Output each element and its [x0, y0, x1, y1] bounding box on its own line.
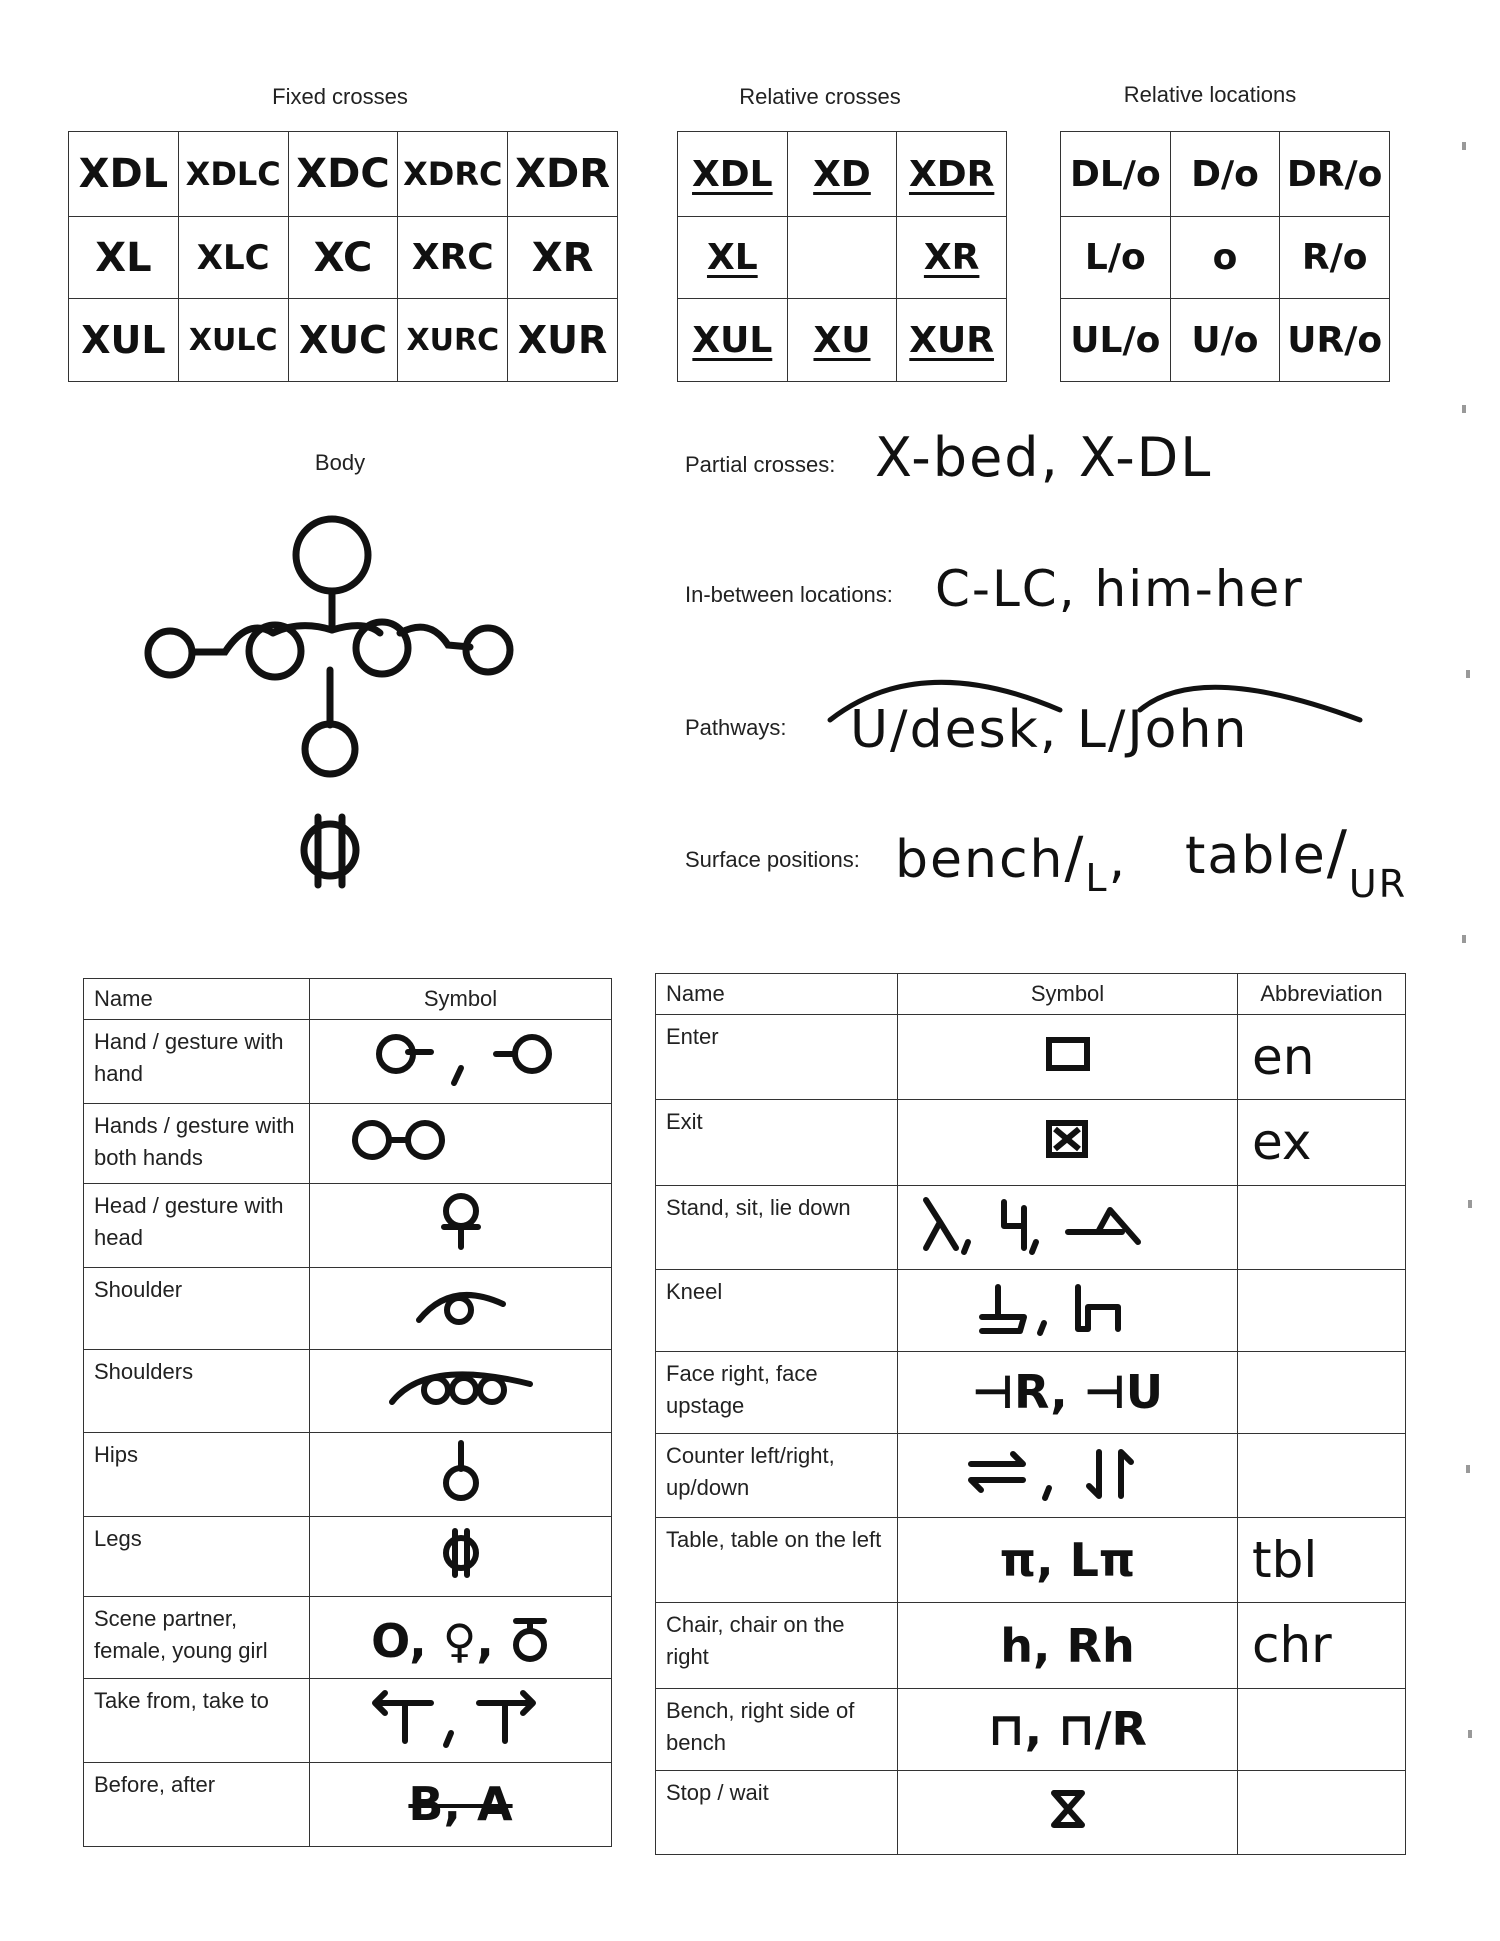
body-title: Body [314, 450, 366, 475]
table-row [84, 1349, 612, 1432]
scan-mark [1468, 1200, 1472, 1208]
row-name: Before, after [84, 1762, 310, 1846]
head-symbol [310, 1183, 612, 1267]
grid-cell: XDC [288, 132, 398, 217]
grid-cell: XUC [288, 299, 398, 382]
young-girl-icon [510, 1611, 550, 1663]
row-name: Scene partner, female, young girl [84, 1596, 310, 1678]
relative-locations-grid [1060, 131, 1390, 382]
enter-symbol [898, 1014, 1238, 1100]
row-name: Counter left/right, up/down [656, 1433, 898, 1517]
row-name: Exit [656, 1100, 898, 1186]
stop-wait-symbol [898, 1770, 1238, 1854]
relative-locations-title: Relative locations [1123, 82, 1297, 107]
grid-cell: XDR [508, 132, 618, 217]
shoulders-symbol [310, 1349, 612, 1432]
row-abbreviation [1238, 1770, 1406, 1854]
action-symbol-table [655, 973, 1406, 1855]
table-row [656, 1100, 1406, 1186]
hips-symbol [310, 1432, 612, 1516]
hand-right-icon [466, 628, 510, 672]
grid-cell: D/o [1170, 132, 1280, 217]
grid-cell: XDLC [178, 132, 288, 217]
row-name: Table, table on the left [656, 1517, 898, 1603]
scan-mark [1466, 670, 1470, 678]
symbol-header: Symbol [310, 979, 612, 1020]
row-name: Stop / wait [656, 1770, 898, 1854]
hand-symbol [310, 1019, 612, 1103]
grid-cell: XUL [69, 299, 179, 382]
scan-mark [1462, 935, 1466, 943]
stand-sit-lie-symbol [898, 1185, 1238, 1269]
grid-cell: XRC [398, 217, 508, 299]
row-name: Stand, sit, lie down [656, 1185, 898, 1269]
table-row [656, 1688, 1406, 1770]
grid-cell: XUR [508, 299, 618, 382]
row-name: Hand / gesture with hand [84, 1019, 310, 1103]
relative-crosses-grid [677, 131, 1007, 382]
table-symbol: π, Lπ [898, 1517, 1238, 1603]
row-abbreviation: ex [1238, 1100, 1406, 1186]
row-name: Shoulder [84, 1267, 310, 1349]
hips-icon [305, 724, 355, 774]
in-between-value: C-LC, him-her [935, 560, 1304, 618]
grid-cell: UR/o [1280, 299, 1390, 382]
fixed-crosses-title: Fixed crosses [272, 84, 408, 109]
bench-symbol: ⊓, ⊓/R [898, 1688, 1238, 1770]
row-name: Legs [84, 1516, 310, 1596]
scan-mark [1468, 1730, 1472, 1738]
row-name: Take from, take to [84, 1678, 310, 1762]
row-name: Hands / gesture with both hands [84, 1103, 310, 1183]
table-row [84, 1103, 612, 1183]
counter-symbol [898, 1433, 1238, 1517]
scan-mark [1462, 142, 1466, 150]
grid-cell: XURC [398, 299, 508, 382]
face-symbol: ⊣R, ⊣U [898, 1351, 1238, 1433]
grid-cell: XD [813, 153, 871, 195]
grid-cell: XDRC [398, 132, 508, 217]
row-abbreviation: tbl [1238, 1517, 1406, 1603]
row-name: Face right, face upstage [656, 1351, 898, 1433]
grid-cell: UL/o [1061, 299, 1171, 382]
row-name: Shoulders [84, 1349, 310, 1432]
row-name: Hips [84, 1432, 310, 1516]
row-abbreviation [1238, 1351, 1406, 1433]
legs-icon [304, 824, 356, 876]
row-name: Kneel [656, 1269, 898, 1351]
table-row [84, 1019, 612, 1103]
grid-cell: XUR [909, 319, 995, 361]
grid-cell: U/o [1170, 299, 1280, 382]
row-name: Bench, right side of bench [656, 1688, 898, 1770]
symbol-header: Symbol [898, 974, 1238, 1015]
hand-left-icon [148, 631, 192, 675]
grid-cell: XDL [692, 153, 773, 195]
surface-label: Surface positions: [685, 847, 860, 872]
partial-crosses-value: X-bed, X-DL [875, 426, 1213, 489]
body-diagram [130, 505, 520, 905]
table-row [84, 1267, 612, 1349]
grid-cell: DR/o [1280, 132, 1390, 217]
grid-cell: XL [706, 237, 758, 278]
pathways-label: Pathways: [685, 715, 787, 740]
scene-partner-symbol [310, 1596, 612, 1678]
row-abbreviation [1238, 1269, 1406, 1351]
grid-cell: XDR [908, 153, 995, 195]
surface-a-text: bench [895, 830, 1065, 890]
scene-partner-text: O, ♀, [371, 1613, 510, 1668]
row-name: Enter [656, 1014, 898, 1100]
relative-crosses-title: Relative crosses [739, 84, 901, 109]
surface-value-b: table/$_{UR}$ [1185, 818, 1408, 906]
table-row [84, 1432, 612, 1516]
grid-cell: XUL [692, 319, 773, 361]
table-row [656, 1433, 1406, 1517]
grid-cell: o [1170, 217, 1280, 299]
in-between-label: In-between locations: [685, 582, 893, 607]
grid-cell: XC [288, 217, 398, 299]
row-abbreviation: en [1238, 1014, 1406, 1100]
grid-cell: XR [508, 217, 618, 299]
scan-mark [1466, 1465, 1470, 1473]
table-row [656, 1185, 1406, 1269]
table-row [656, 1770, 1406, 1854]
grid-cell: DL/o [1061, 132, 1171, 217]
surface-value-a: bench/$_L$, [895, 826, 1128, 900]
row-abbreviation [1238, 1688, 1406, 1770]
surface-b-text: table [1185, 826, 1327, 886]
name-header: Name [84, 979, 310, 1020]
table-row [656, 1269, 1406, 1351]
grid-cell: XR [923, 237, 980, 278]
shoulder-symbol [310, 1267, 612, 1349]
body-symbol-table [83, 978, 612, 1847]
table-row [84, 1596, 612, 1678]
table-row [656, 1014, 1406, 1100]
table-row [656, 1603, 1406, 1689]
name-header: Name [656, 974, 898, 1015]
grid-cell: XLC [178, 217, 288, 299]
grid-cell: XU [813, 319, 871, 361]
fixed-crosses-grid [68, 131, 618, 382]
row-abbreviation: chr [1238, 1603, 1406, 1689]
grid-cell: L/o [1061, 217, 1171, 299]
before-after-symbol: B, A [310, 1762, 612, 1846]
table-row [84, 1762, 612, 1846]
kneel-symbol [898, 1269, 1238, 1351]
partial-crosses-label: Partial crosses: [685, 452, 836, 477]
table-row [84, 1516, 612, 1596]
grid-cell: XULC [178, 299, 288, 382]
row-name: Head / gesture with head [84, 1183, 310, 1267]
row-abbreviation [1238, 1433, 1406, 1517]
pathways-value: U/desk, L/John [850, 700, 1249, 760]
grid-cell: R/o [1280, 217, 1390, 299]
chair-symbol: h, Rh [898, 1603, 1238, 1689]
surface-b-sub: UR [1348, 862, 1408, 906]
exit-symbol [898, 1100, 1238, 1186]
row-abbreviation [1238, 1185, 1406, 1269]
legs-symbol [310, 1516, 612, 1596]
table-row [84, 1678, 612, 1762]
take-symbol [310, 1678, 612, 1762]
table-row [656, 1351, 1406, 1433]
abbreviation-header: Abbreviation [1238, 974, 1406, 1015]
grid-cell: XL [69, 217, 179, 299]
grid-cell: XDL [69, 132, 179, 217]
table-row [84, 1183, 612, 1267]
head-icon [296, 519, 368, 591]
table-row [656, 1517, 1406, 1603]
row-name: Chair, chair on the right [656, 1603, 898, 1689]
scan-mark [1462, 405, 1466, 413]
hands-symbol [310, 1103, 612, 1183]
surface-a-sub: L [1085, 856, 1109, 900]
